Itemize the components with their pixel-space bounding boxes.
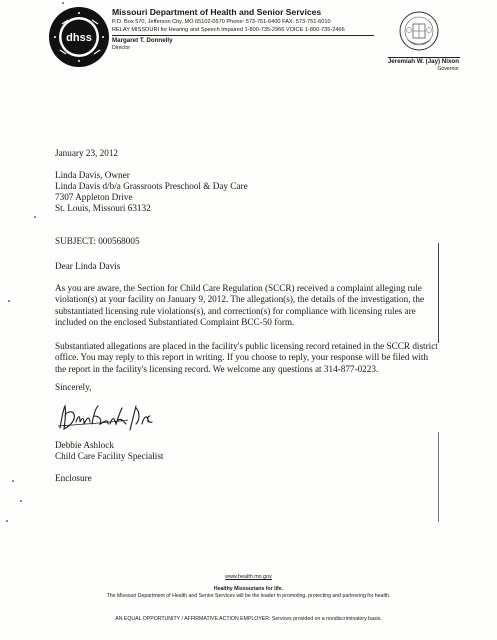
paragraph-line: included on the enclosed Substantiated Complaint BCC-50 form.	[55, 317, 295, 328]
subject-line: SUBJECT: 000568005	[55, 236, 140, 246]
paragraph-line: the report in the facility's licensing record. We welcome any questions at 314-877-0223.	[55, 363, 379, 374]
footer-eoe: AN EQUAL OPPORTUNITY / AFFIRMATIVE ACTION EMPLOYER: Services provided on a nondiscriminatory basis.	[115, 616, 382, 622]
logo-text: dhss	[66, 32, 92, 44]
scan-speck	[12, 480, 14, 482]
state-seal-icon	[398, 10, 440, 52]
header-rule	[112, 35, 374, 36]
signer-name: Debbie Ashlock	[55, 440, 114, 450]
footer-mission: The Missouri Department of Health and Senior Services will be the leader in promoting, protecting and partnering for health.	[106, 593, 391, 599]
dhss-logo	[48, 6, 110, 68]
letter-date: January 23, 2012	[55, 148, 119, 158]
director-name: Margaret T. Donnelly	[112, 37, 173, 44]
governor-name: Jeremiah W. (Jay) Nixon	[387, 58, 459, 65]
closing: Sincerely,	[55, 382, 92, 392]
recipient-line: Linda Davis, Owner	[55, 170, 130, 180]
governor-title: Governor	[437, 66, 459, 72]
scan-speck	[34, 216, 36, 218]
scan-speck	[20, 500, 22, 502]
footer-tagline: Healthy Missourians for life.	[213, 586, 284, 592]
signer-title: Child Care Facility Specialist	[55, 451, 164, 461]
enclosure-note: Enclosure	[55, 473, 92, 483]
department-address: P.O. Box 570, Jefferson City, MO 65102-0570 Phone: 573-751-6400 FAX: 573-751-6010	[112, 19, 331, 25]
salutation: Dear Linda Davis	[55, 261, 121, 271]
handwritten-signature	[56, 402, 156, 434]
paragraph-line: violation(s) at your facility on January 9, 2012. The allegation(s), the details of the investigation, the	[55, 294, 425, 305]
scan-speck	[6, 520, 8, 522]
recipient-line: St. Louis, Missouri 63132	[55, 203, 151, 213]
paragraph-line: Substantiated allegations are placed in the facility's public licensing record retained in the SCCR district	[55, 341, 438, 351]
footer-url: www.health.mo.gov	[225, 574, 272, 580]
scan-line	[438, 432, 439, 522]
scan-speck	[8, 300, 10, 302]
recipient-line: Linda Davis d/b/a Grassroots Preschool & Day Care	[55, 181, 248, 191]
paragraph-line: office. You may reply to this report in writing. If you choose to reply, your response will be filed with	[55, 352, 429, 363]
paragraph-line: substantiated licensing rule violations(s), and correction(s) for compliance with licensing rules are	[55, 305, 416, 316]
department-name: Missouri Department of Health and Senior Services	[112, 7, 322, 17]
paragraph-complaint	[55, 283, 445, 329]
paragraph-line: As you are aware, the Section for Child Care Regulation (SCCR) received a complaint alleging rule	[55, 283, 422, 293]
paragraph-allegations	[55, 341, 445, 375]
scan-speck	[62, 2, 64, 4]
relay-line: RELAY MISSOURI for Hearing and Speech Impaired 1-800-735-2966 VOICE 1-800-735-2466	[112, 27, 345, 33]
scan-line	[438, 243, 439, 343]
director-title: Director	[112, 45, 131, 51]
recipient-line: 7307 Appleton Drive	[55, 192, 133, 202]
